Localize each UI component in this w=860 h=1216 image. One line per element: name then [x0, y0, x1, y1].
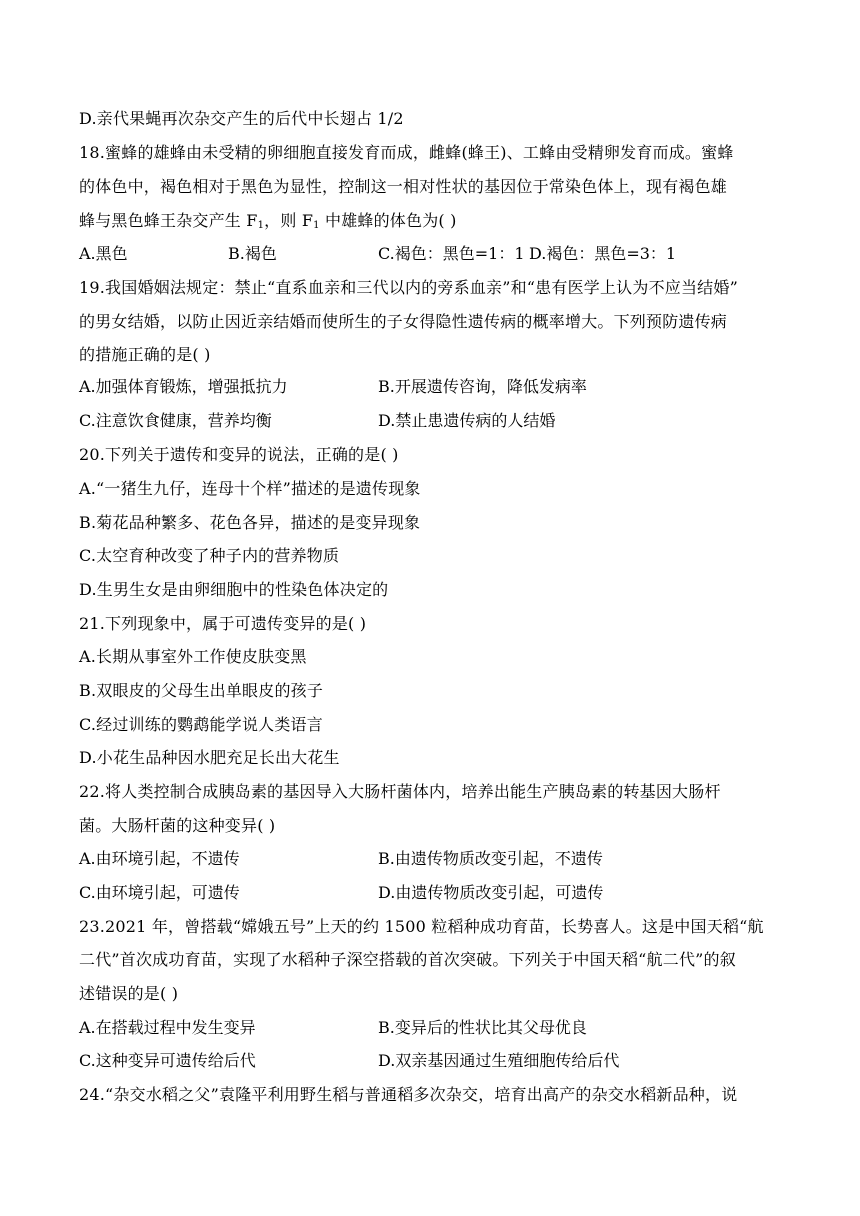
- q18-stem-line-2: 的体色中，褐色相对于黑色为显性，控制这一相对性状的基因位于常染色体上，现有褐色雄: [79, 177, 728, 196]
- q23-option-c: C.这种变异可遗传给后代: [79, 1051, 256, 1070]
- q22-option-c: C.由环境引起，可遗传: [79, 883, 240, 902]
- q21-option-a: A.长期从事室外工作使皮肤变黑: [79, 647, 307, 666]
- q21-option-c: C.经过训练的鹦鹉能学说人类语言: [79, 715, 323, 734]
- q20-option-d: D.生男生女是由卵细胞中的性染色体决定的: [79, 580, 389, 599]
- q23-option-b: B.变异后的性状比其父母优良: [378, 1018, 587, 1037]
- q20-option-c: C.太空育种改变了种子内的营养物质: [79, 546, 340, 565]
- q18-stem-part-b: ，则 F: [264, 211, 314, 230]
- q21-option-b: B.双眼皮的父母生出单眼皮的孩子: [79, 681, 324, 700]
- q23-stem-line-1: 23.2021 年，曾搭载“嫦娥五号”上天的约 1500 粒稻种成功育苗，长势喜人。这是中国天稻“航: [79, 917, 764, 936]
- q19-stem-line-2: 的男女结婚，以防止因近亲结婚而使所生的子女得隐性遗传病的概率增大。下列预防遗传病: [79, 312, 728, 331]
- q23-stem-line-2: 二代”首次成功育苗，实现了水稻种子深空搭载的首次突破。下列关于中国天稻“航二代”的叙: [79, 950, 736, 969]
- q17-option-d: D.亲代果蝇再次杂交产生的后代中长翅占 1/2: [79, 109, 404, 128]
- q18-stem-part-c: 中雄蜂的体色为( ): [319, 211, 457, 230]
- q20-option-b: B.菊花品种繁多、花色各异，描述的是变异现象: [79, 513, 421, 532]
- q23-option-a: A.在搭载过程中发生变异: [79, 1018, 256, 1037]
- q19-option-c: C.注意饮食健康，营养均衡: [79, 411, 272, 430]
- q18-stem-line-3: [79, 210, 457, 237]
- q22-option-a: A.由环境引起，不遗传: [79, 849, 240, 868]
- q18-stem-part-a: 蜂与黑色蜂王杂交产生 F: [79, 211, 258, 230]
- q19-stem-line-3: 的措施正确的是( ): [79, 345, 211, 364]
- q18-subscript-2: 1: [313, 220, 320, 231]
- q20-option-a: A.“一猪生九仔，连母十个样”描述的是遗传现象: [79, 479, 421, 498]
- q22-stem-line-2: 菌。大肠杆菌的这种变异( ): [79, 816, 276, 835]
- q20-stem: 20.下列关于遗传和变异的说法，正确的是( ): [79, 445, 399, 464]
- q22-option-d: D.由遗传物质改变引起，可遗传: [378, 883, 604, 902]
- q19-option-b: B.开展遗传咨询，降低发病率: [378, 377, 587, 396]
- q19-option-d: D.禁止患遗传病的人结婚: [378, 411, 556, 430]
- q18-subscript-1: 1: [257, 220, 265, 231]
- q19-option-a: A.加强体育锻炼，增强抵抗力: [79, 377, 288, 396]
- q22-stem-line-1: 22.将人类控制合成胰岛素的基因导入大肠杆菌体内，培养出能生产胰岛素的转基因大肠杆: [79, 782, 721, 801]
- q18-option-c: C.褐色：黑色=1：1: [378, 244, 525, 263]
- q24-stem-line-1: 24.“杂交水稻之父”袁隆平利用野生稻与普通稻多次杂交，培育出高产的杂交水稻新品种，说: [79, 1085, 738, 1104]
- q23-option-d: D.双亲基因通过生殖细胞传给后代: [378, 1051, 620, 1070]
- q18-stem-line-1: 18.蜜蜂的雄蜂由未受精的卵细胞直接发育而成，雌蜂(蜂王)、工蜂由受精卵发育而成。蜜蜂: [79, 143, 734, 162]
- q18-option-d: D.褐色：黑色=3：1: [529, 244, 677, 263]
- q21-stem: 21.下列现象中，属于可遗传变异的是( ): [79, 614, 367, 633]
- q18-option-a: A.黑色: [79, 244, 128, 263]
- q22-option-b: B.由遗传物质改变引起，不遗传: [378, 849, 603, 868]
- q23-stem-line-3: 述错误的是( ): [79, 984, 179, 1003]
- q18-option-b: B.褐色: [228, 244, 277, 263]
- q19-stem-line-1: 19.我国婚姻法规定：禁止“直系血亲和三代以内的旁系血亲”和“患有医学上认为不应当结婚”: [79, 278, 738, 297]
- q21-option-d: D.小花生品种因水肥充足长出大花生: [79, 748, 340, 767]
